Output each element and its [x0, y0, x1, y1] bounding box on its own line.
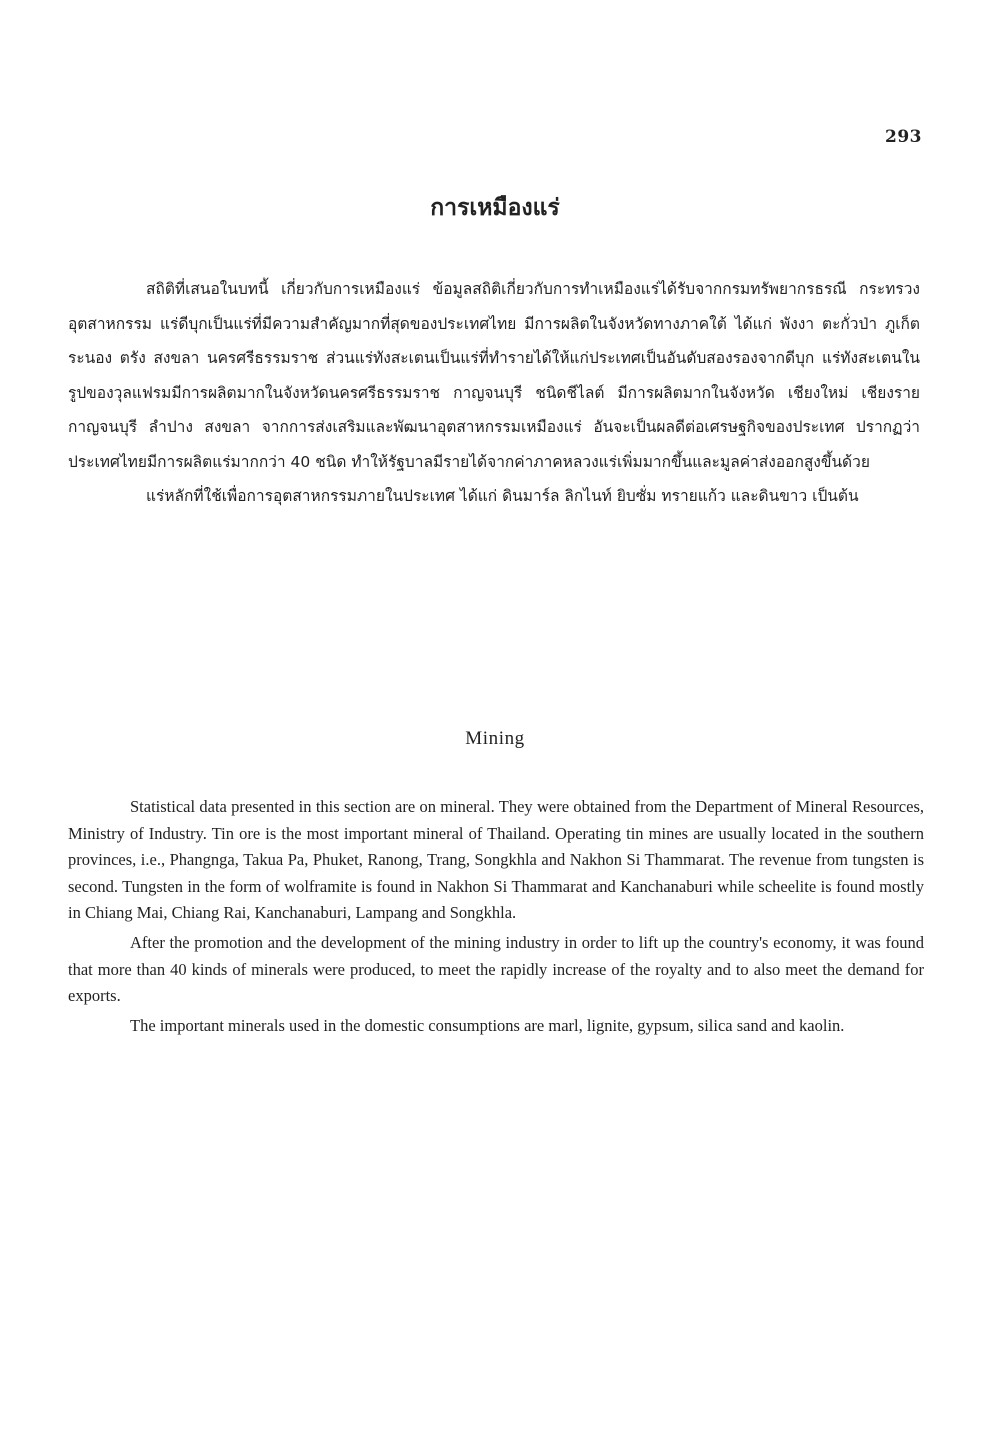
page-number: 293	[885, 127, 922, 147]
thai-paragraph-2: แร่หลักที่ใช้เพื่อการอุตสาหกรรมภายในประเทศ ได้แก่ ดินมาร์ล ลิกไนท์ ยิบซั่ม ทรายแก้ว และดินขาว เป็นต้น	[146, 487, 859, 505]
thai-body	[68, 272, 920, 514]
thai-section-title: การเหมืองแร่	[430, 195, 560, 221]
english-paragraph-2: After the promotion and the development of the mining industry in order to lift up the country's economy, it was found that more than 40 kinds of minerals were produced, to meet the rapidly increase of the royalty and to also meet the demand for exports.	[68, 932, 924, 1006]
thai-paragraph-1: สถิติที่เสนอในบทนี้ เกี่ยวกับการเหมืองแร่ ข้อมูลสถิติเกี่ยวกับการทำเหมืองแร่ได้รับจากกรมทรัพยากรธรณี กระทรวงอุตสาหกรรม แร่ดีบุกเป็นแร่ที่มีความสำคัญมากที่สุดของประเทศไทย มีการผลิตในจังหวัดทางภาคใต้ ได้แก่ พังงา ตะกั่วป่า ภูเก็ต ระนอง ตรัง สงขลา นครศรีธรรมราช ส่วนแร่ทังสะเตนเป็นแร่ที่ทำรายได้ให้แก่ประเทศเป็นอันดับสองรองจากดีบุก แร่ทังสะเตนในรูปของวุลแฟรมมีการผลิตมากในจังหวัดนครศรีธรรมราช กาญจนบุรี ชนิดชีไลต์ มีการผลิตมากในจังหวัด เชียงใหม่ เชียงราย กาญจนบุรี ลำปาง สงขลา จากการส่งเสริมและพัฒนาอุตสาหกรรมเหมืองแร่ อันจะเป็นผลดีต่อเศรษฐกิจของประเทศ ปรากฏว่าประเทศไทยมีการผลิตแร่มากกว่า 40 ชนิด ทำให้รัฐบาลมีรายได้จากค่าภาคหลวงแร่เพิ่มมากขึ้นและมูลค่าส่งออกสูงขึ้นด้วย	[68, 280, 920, 471]
english-section-title: Mining	[465, 728, 525, 749]
english-paragraph-1: Statistical data presented in this section are on mineral. They were obtained from the Department of Mineral Resources, Ministry of Industry. Tin ore is the most important mineral of Thailand. Operating tin mines are usually located in the southern provinces, i.e., Phangnga, Takua Pa, Phuket, Ranong, Trang, Songkhla and Nakhon Si Thammarat. The revenue from tungsten is second. Tungsten in the form of wolframite is found in Nakhon Si Thammarat and Kanchanaburi while scheelite is found mostly in Chiang Mai, Chiang Rai, Kanchanaburi, Lampang and Songkhla.	[68, 797, 924, 923]
english-paragraph-3: The important minerals used in the domestic consumptions are marl, lignite, gypsum, silica sand and kaolin.	[130, 1015, 845, 1035]
english-body	[68, 794, 924, 1039]
